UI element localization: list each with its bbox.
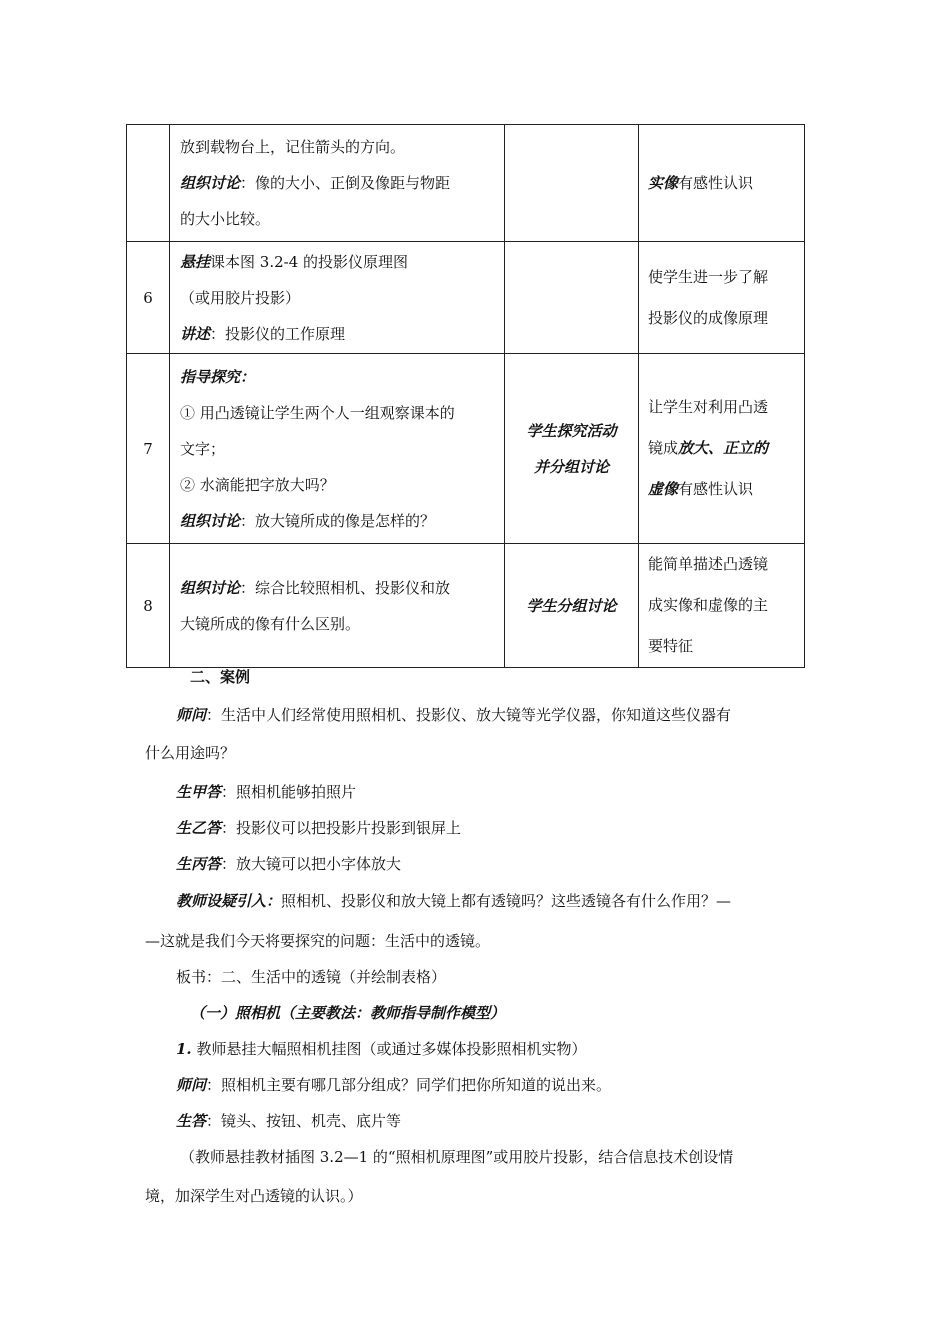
purpose-bold: 实像 (648, 173, 679, 192)
teacher-label: 讲述 (180, 324, 211, 343)
speech-text: ：放大镜可以把小字体放大 (221, 855, 402, 873)
speech-text: 照相机、投影仪和放大镜上都有透镜吗？这些透镜各有什么作用？— (281, 892, 732, 910)
purpose-text: 有感性认识 (678, 480, 754, 498)
teacher-question (176, 704, 731, 725)
teacher-line (170, 359, 504, 395)
teacher-text: 放到载物台上，记住箭头的方向。 (180, 138, 406, 156)
teacher-line (170, 280, 504, 316)
teacher-text: ② 水滴能把字放大吗？ (180, 475, 335, 494)
teacher-text: ：放大镜所成的像是怎样的？ (240, 511, 436, 530)
purpose-bold: 放大、正立的 (678, 439, 769, 457)
row-number: 7 (127, 354, 170, 544)
purpose-line: 要特征 (648, 637, 694, 655)
purpose-line: 使学生进一步了解 (648, 267, 769, 286)
teacher-label: 指导探究： (180, 367, 256, 386)
teacher-label: 组织讨论 (180, 511, 241, 530)
step-number: 1. (176, 1040, 192, 1058)
speaker-label: 师问 (176, 1076, 207, 1094)
section-heading: （一）照相机（主要教法：教师指导制作模型） (190, 1004, 506, 1022)
student-answer (176, 853, 401, 874)
speaker-label: 生丙答 (176, 855, 222, 873)
student-activity-cell (505, 125, 639, 242)
teacher-question (176, 1074, 611, 1095)
student-activity-cell (505, 354, 639, 544)
teacher-line (170, 244, 504, 280)
student-answer (176, 817, 461, 838)
teacher-label: 组织讨论 (180, 578, 241, 597)
row-number: 8 (127, 544, 170, 668)
case-heading: 二、案例 (190, 668, 251, 686)
teacher-line (170, 201, 504, 237)
table-row (127, 354, 805, 544)
speech-text: ：镜头、按钮、机壳、底片等 (206, 1112, 402, 1130)
table-row (127, 242, 805, 354)
teacher-intro (176, 890, 731, 911)
student-activity-cell (505, 544, 639, 668)
teacher-question-cont: 什么用途吗？ (145, 744, 236, 762)
purpose-bold: 虚像 (648, 480, 679, 498)
speaker-label: 生乙答 (176, 819, 222, 837)
teacher-note: （教师悬挂教材插图 3.2—1 的“照相机原理图”或用胶片投影，结合信息技术创设情 (180, 1148, 734, 1166)
student-activity-cell (505, 242, 639, 354)
purpose-line: 投影仪的成像原理 (648, 308, 769, 327)
row-number (127, 125, 170, 242)
speaker-label: 生答 (176, 1112, 207, 1130)
purpose-text: 有感性认识 (678, 173, 754, 192)
teacher-activity-cell (170, 242, 505, 354)
student-activity-line: 学生分组讨论 (526, 596, 617, 615)
teacher-text: ① 用凸透镜让学生两个人一组观察课本的 (180, 403, 455, 422)
board-note: 板书：二、生活中的透镜（并绘制表格） (176, 968, 447, 986)
teacher-line (170, 165, 504, 201)
purpose-line: 成实像和虚像的主 (648, 596, 769, 614)
teacher-text: 的大小比较。 (180, 210, 271, 228)
teacher-line (170, 503, 504, 539)
teacher-line (170, 395, 504, 431)
speaker-label: 教师设疑引入： (176, 892, 282, 910)
teacher-line (170, 129, 504, 165)
teacher-label: 悬挂 (180, 252, 211, 271)
teacher-text: ：综合比较照相机、投影仪和放 (240, 578, 451, 597)
speech-text: ：照相机能够拍照片 (221, 783, 357, 801)
teacher-activity-cell (170, 354, 505, 544)
purpose-line: 让学生对利用凸透 (648, 398, 769, 416)
step-text: 教师悬挂大幅照相机挂图（或通过多媒体投影照相机实物） (196, 1040, 587, 1058)
lesson-plan-table (126, 124, 805, 668)
purpose-line: 能简单描述凸透镜 (648, 555, 769, 573)
purpose-line (639, 163, 804, 204)
purpose-line (639, 469, 804, 510)
student-activity-line: 并分组讨论 (533, 457, 609, 476)
table-row (127, 544, 805, 668)
teacher-text: 文字； (180, 439, 226, 458)
student-answer (176, 781, 356, 802)
speech-text: ：投影仪可以把投影片投影到银屏上 (221, 819, 462, 837)
teacher-activity-cell (170, 544, 505, 668)
teacher-text: （或用胶片投影） (180, 288, 301, 307)
teacher-activity-cell (170, 125, 505, 242)
purpose-line (639, 428, 804, 469)
teacher-text: ：像的大小、正倒及像距与物距 (240, 174, 451, 192)
row-number: 6 (127, 242, 170, 354)
student-activity-line: 学生探究活动 (526, 421, 617, 440)
purpose-cell (639, 125, 805, 242)
purpose-cell (639, 242, 805, 354)
teacher-line (170, 467, 504, 503)
purpose-cell (639, 544, 805, 668)
speaker-label: 生甲答 (176, 783, 222, 801)
speaker-label: 师问 (176, 706, 207, 724)
teacher-line (170, 606, 504, 642)
student-answer (176, 1110, 401, 1131)
teacher-line (170, 316, 504, 352)
teacher-note-cont: 境，加深学生对凸透镜的认识。） (145, 1187, 363, 1205)
step-item (176, 1038, 586, 1059)
teacher-intro-cont: —这就是我们今天将要探究的问题：生活中的透镜。 (145, 932, 491, 950)
purpose-cell (639, 354, 805, 544)
purpose-text: 镜成 (648, 439, 679, 457)
teacher-text: ：投影仪的工作原理 (210, 324, 346, 343)
speech-text: ：生活中人们经常使用照相机、投影仪、放大镜等光学仪器，你知道这些仪器有 (206, 706, 732, 724)
teacher-line (170, 570, 504, 606)
speech-text: ：照相机主要有哪几部分组成？同学们把你所知道的说出来。 (206, 1076, 612, 1094)
teacher-label: 组织讨论 (180, 174, 241, 192)
teacher-text: 大镜所成的像有什么区别。 (180, 614, 361, 633)
teacher-line (170, 431, 504, 467)
teacher-text: 课本图 3.2-4 的投影仪原理图 (210, 252, 409, 271)
table-row (127, 125, 805, 242)
